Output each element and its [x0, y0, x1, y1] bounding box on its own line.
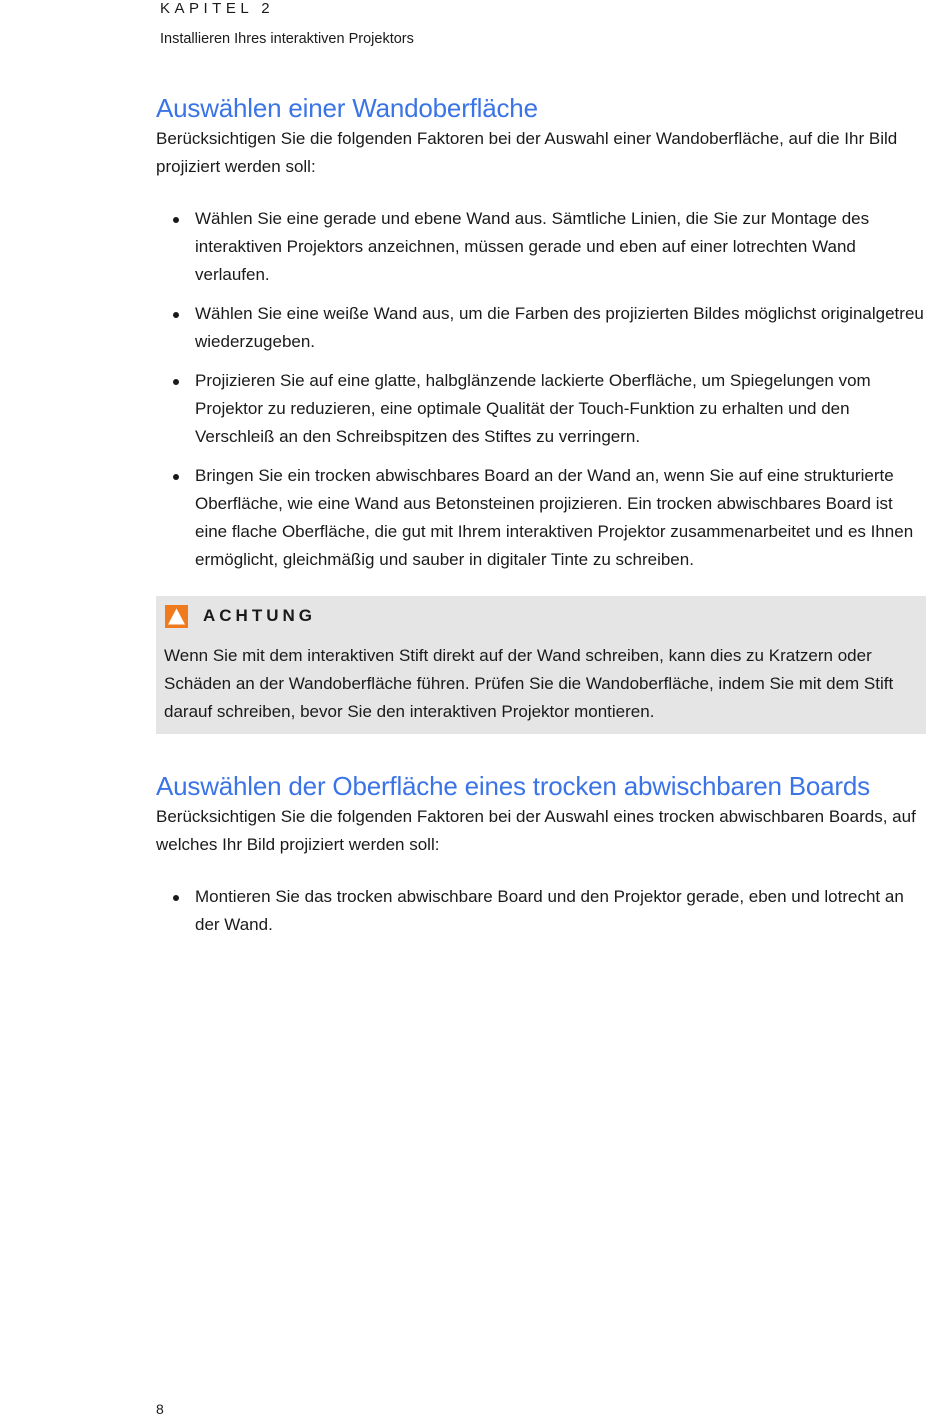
- caution-text: Wenn Sie mit dem interaktiven Stift direkt auf der Wand schreiben, kann dies zu Kratzern oder Schäden an der Wandoberfläche führen. Prüfen Sie die Wandoberfläche, indem Sie mit dem Stift darauf schreiben, bevor Sie den interaktiven Projektor montieren.: [164, 646, 894, 721]
- list-item-text: Wählen Sie eine weiße Wand aus, um die Farben des projizierten Bildes möglichst originalgetreu wiederzugeben.: [195, 304, 924, 351]
- bullet-icon: [173, 474, 179, 480]
- section-intro: Berücksichtigen Sie die folgenden Faktoren bei der Auswahl einer Wandoberfläche, auf die Ihr Bild projiziert werden soll:: [156, 129, 898, 176]
- list-item: [156, 300, 926, 356]
- bullet-list: [156, 205, 926, 574]
- list-item: [156, 205, 926, 289]
- chapter-subtitle: Installieren Ihres interaktiven Projektors: [160, 31, 414, 47]
- bullet-icon: [173, 379, 179, 385]
- list-item-text: Wählen Sie eine gerade und ebene Wand aus. Sämtliche Linien, die Sie zur Montage des interaktiven Projektors anzeichnen, müssen gerade und eben auf einer lotrechten Wand verlaufen.: [195, 209, 870, 284]
- chapter-label: KAPITEL 2: [160, 0, 275, 17]
- section-intro: Berücksichtigen Sie die folgenden Faktoren bei der Auswahl eines trocken abwischbaren Boards, auf welches Ihr Bild projiziert werden soll:: [156, 807, 916, 854]
- list-item-text: Projizieren Sie auf eine glatte, halbglänzende lackierte Oberfläche, um Spiegelungen vom Projektor zu reduzieren, eine optimale Qualität der Touch-Funktion zu erhalten und den Verschleiß an den Schreibspitzen des Stiftes zu verringern.: [195, 371, 871, 446]
- caution-box: [156, 596, 926, 734]
- section-heading: Auswählen der Oberfläche eines trocken abwischbaren Boards: [156, 771, 870, 801]
- caution-title: ACHTUNG: [203, 606, 316, 625]
- list-item: [156, 462, 926, 574]
- bullet-icon: [173, 312, 179, 318]
- section-dry-erase-board: [156, 770, 926, 939]
- section-heading: Auswählen einer Wandoberfläche: [156, 93, 538, 123]
- bullet-icon: [173, 217, 179, 223]
- page-number: 8: [156, 1401, 164, 1417]
- caution-icon: [165, 605, 188, 628]
- section-wall-surface: [156, 92, 926, 574]
- list-item: [156, 883, 926, 939]
- bullet-list: [156, 883, 926, 939]
- list-item: [156, 367, 926, 451]
- list-item-text: Bringen Sie ein trocken abwischbares Board an der Wand an, wenn Sie auf eine strukturierte Oberfläche, wie eine Wand aus Betonsteinen projizieren. Ein trocken abwischbares Board ist eine flache Oberfläche, die gut mit Ihrem interaktiven Projektor zusammenarbeitet und es Ihnen ermöglicht, gleichmäßig und sauber in digitaler Tinte zu schreiben.: [195, 466, 914, 569]
- list-item-text: Montieren Sie das trocken abwischbare Board und den Projektor gerade, eben und lotrecht an der Wand.: [195, 887, 904, 934]
- bullet-icon: [173, 895, 179, 901]
